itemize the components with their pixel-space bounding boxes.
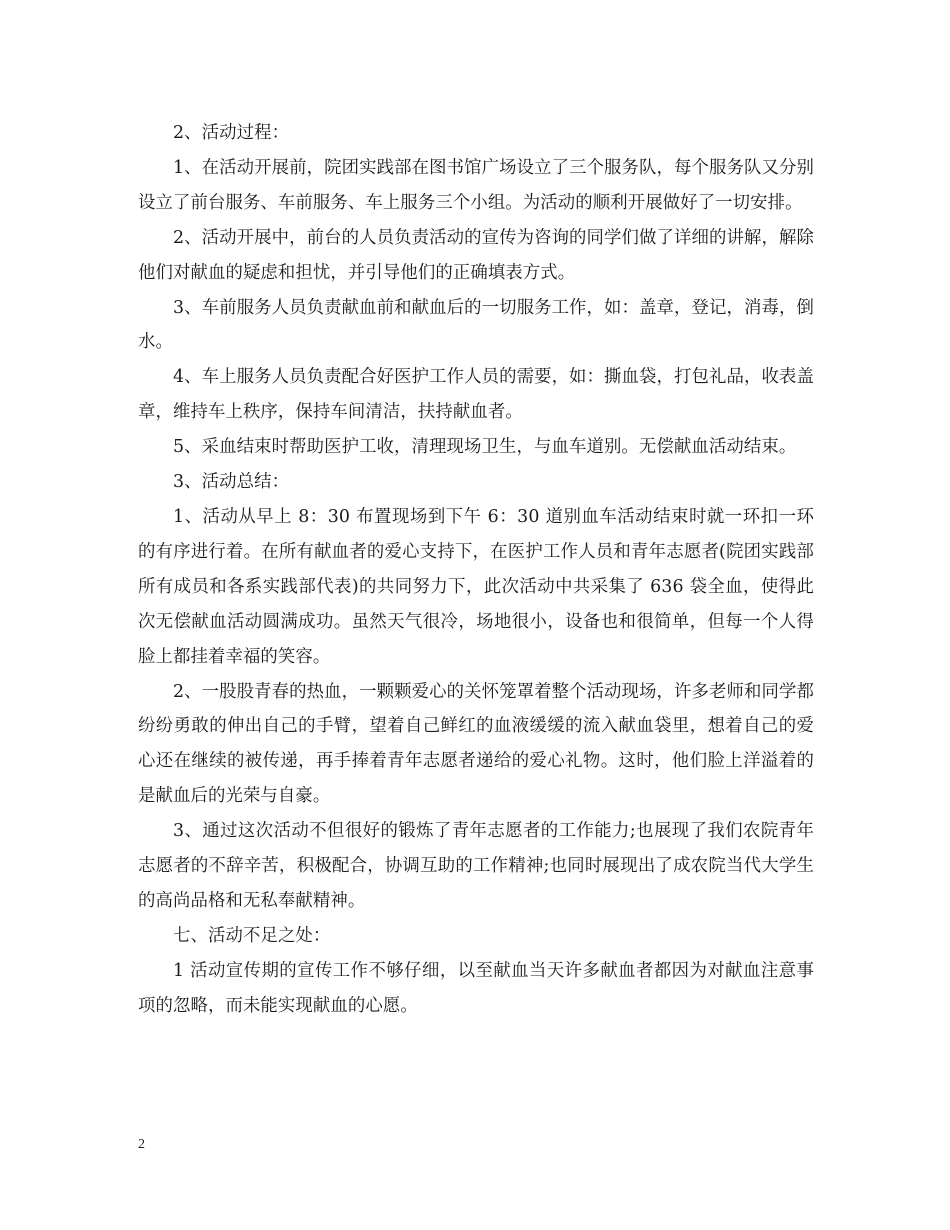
paragraph: 2、一股股青春的热血，一颗颗爱心的关怀笼罩着整个活动现场，许多老师和同学都纷纷勇敢的伸出自己的手臂，望着自己鲜红的血液缓缓的流入献血袋里，想着自己的爱心还在继续的被传递，再手捧着青年志愿者递给的爱心礼物。这时，他们脸上洋溢着的是献血后的光荣与自豪。 xyxy=(138,681,814,807)
paragraph: 4、车上服务人员负责配合好医护工作人员的需要，如：撕血袋，打包礼品，收表盖章，维持车上秩序，保持车间清洁，扶持献血者。 xyxy=(138,367,814,423)
paragraph: 1、活动从早上 8：30 布置现场到下午 6：30 道别血车活动结束时就一环扣一环的有序进行着。在所有献血者的爱心支持下，在医护工作人员和青年志愿者(院团实践部所有成员和各系实践部代表)的共同努力下，此次活动中共采集了 636 袋全血，使得此次无偿献血活动圆满成功。虽然天气很冷，场地很小，设备也和很简单，但每一个人得脸上都挂着幸福的笑容。 xyxy=(138,506,814,667)
paragraph: 3、车前服务人员负责献血前和献血后的一切服务工作，如：盖章，登记，消毒，倒水。 xyxy=(138,297,814,353)
section-heading-shortcomings: 七、活动不足之处： xyxy=(173,925,331,946)
paragraph: 2、活动开展中，前台的人员负责活动的宣传为咨询的同学们做了详细的讲解，解除他们对献血的疑虑和担忧，并引导他们的正确填表方式。 xyxy=(138,227,814,283)
paragraph: 3、通过这次活动不但很好的锻炼了青年志愿者的工作能力;也展现了我们农院青年志愿者的不辞辛苦，积极配合，协调互助的工作精神;也同时展现出了成农院当代大学生的高尚品格和无私奉献精神。 xyxy=(138,821,814,911)
section-heading-activity-process: 2、活动过程： xyxy=(173,123,290,143)
document-body xyxy=(138,116,814,1024)
paragraph: 5、采血结束时帮助医护工收，清理现场卫生，与血车道别。无偿献血活动结束。 xyxy=(173,437,797,458)
page-number: 2 xyxy=(138,1137,145,1152)
paragraph: 1 活动宣传期的宣传工作不够仔细，以至献血当天许多献血者都因为对献血注意事项的忽略，而未能实现献血的心愿。 xyxy=(138,960,814,1016)
paragraph: 1、在活动开展前，院团实践部在图书馆广场设立了三个服务队，每个服务队又分别设立了前台服务、车前服务、车上服务三个小组。为活动的顺利开展做好了一切安排。 xyxy=(138,157,814,213)
section-heading-activity-summary: 3、活动总结： xyxy=(173,472,290,493)
